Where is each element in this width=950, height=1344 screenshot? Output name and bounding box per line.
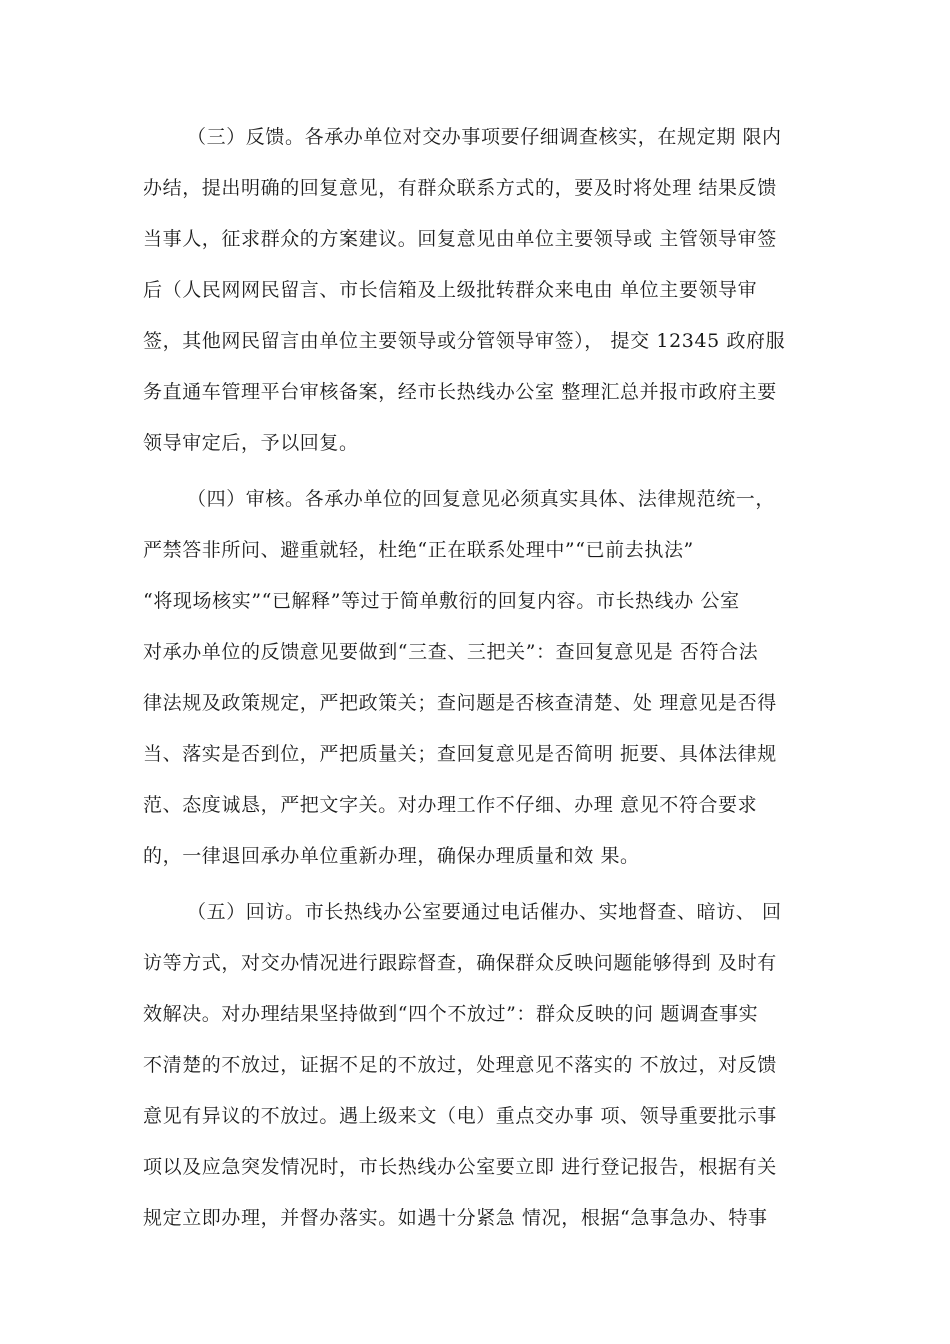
- text-line: 规定立即办理，并督办落实。如遇十分紧急 情况，根据“急事急办、特事: [143, 1207, 768, 1229]
- text-line: （三）反馈。各承办单位对交办事项要仔细调查核实，在规定期 限内: [187, 126, 782, 148]
- text-line: 当、落实是否到位，严把质量关；查回复意见是否简明 扼要、具体法律规: [143, 743, 777, 765]
- text-line: 意见有异议的不放过。遇上级来文（电）重点交办事 项、领导重要批示事: [143, 1105, 777, 1127]
- paragraph-revisit: [143, 887, 821, 1244]
- text-line: 不清楚的不放过，证据不足的不放过，处理意见不落实的 不放过，对反馈: [143, 1054, 777, 1076]
- text-line: 的，一律退回承办单位重新办理，确保办理质量和效 果。: [143, 845, 640, 867]
- text-line: 办结，提出明确的回复意见，有群众联系方式的，要及时将处理 结果反馈: [143, 177, 777, 199]
- text-line: （四）审核。各承办单位的回复意见必须真实具体、法律规范统一，: [187, 488, 776, 510]
- paragraph-feedback: [143, 112, 821, 469]
- text-line: 后（人民网网民留言、市长信箱及上级批转群众来电由 单位主要领导审: [143, 279, 758, 301]
- text-line: 务直通车管理平台审核备案，经市长热线办公室 整理汇总并报市政府主要: [143, 381, 777, 403]
- text-line: 律法规及政策规定，严把政策关；查问题是否核查清楚、处 理意见是否得: [143, 692, 777, 714]
- text-line: （五）回访。市长热线办公室要通过电话催办、实地督查、暗访、 回: [187, 901, 782, 923]
- text-line: 访等方式，对交办情况进行跟踪督查，确保群众反映问题能够得到 及时有: [143, 952, 777, 974]
- text-line: 领导审定后，予以回复。: [143, 432, 359, 454]
- text-line: 范、态度诚恳，严把文字关。对办理工作不仔细、办理 意见不符合要求: [143, 794, 758, 816]
- text-line: 严禁答非所问、避重就轻，杜绝“正在联系处理中”“已前去执法”: [143, 539, 694, 561]
- text-line: 签，其他网民留言由单位主要领导或分管领导审签）， 提交 12345 政府服: [143, 330, 786, 352]
- text-line: “将现场核实”“已解释”等过于简单敷衍的回复内容。市长热线办 公室: [143, 590, 740, 612]
- paragraph-review: [143, 474, 821, 882]
- document-body: [143, 112, 821, 1244]
- text-line: 效解决。对办理结果坚持做到“四个不放过”：群众反映的问 题调查事实: [143, 1003, 759, 1025]
- text-line: 项以及应急突发情况时，市长热线办公室要立即 进行登记报告，根据有关: [143, 1156, 777, 1178]
- text-line: 对承办单位的反馈意见要做到“三查、三把关”：查回复意见是 否符合法: [143, 641, 759, 663]
- text-line: 当事人，征求群众的方案建议。回复意见由单位主要领导或 主管领导审签: [143, 228, 777, 250]
